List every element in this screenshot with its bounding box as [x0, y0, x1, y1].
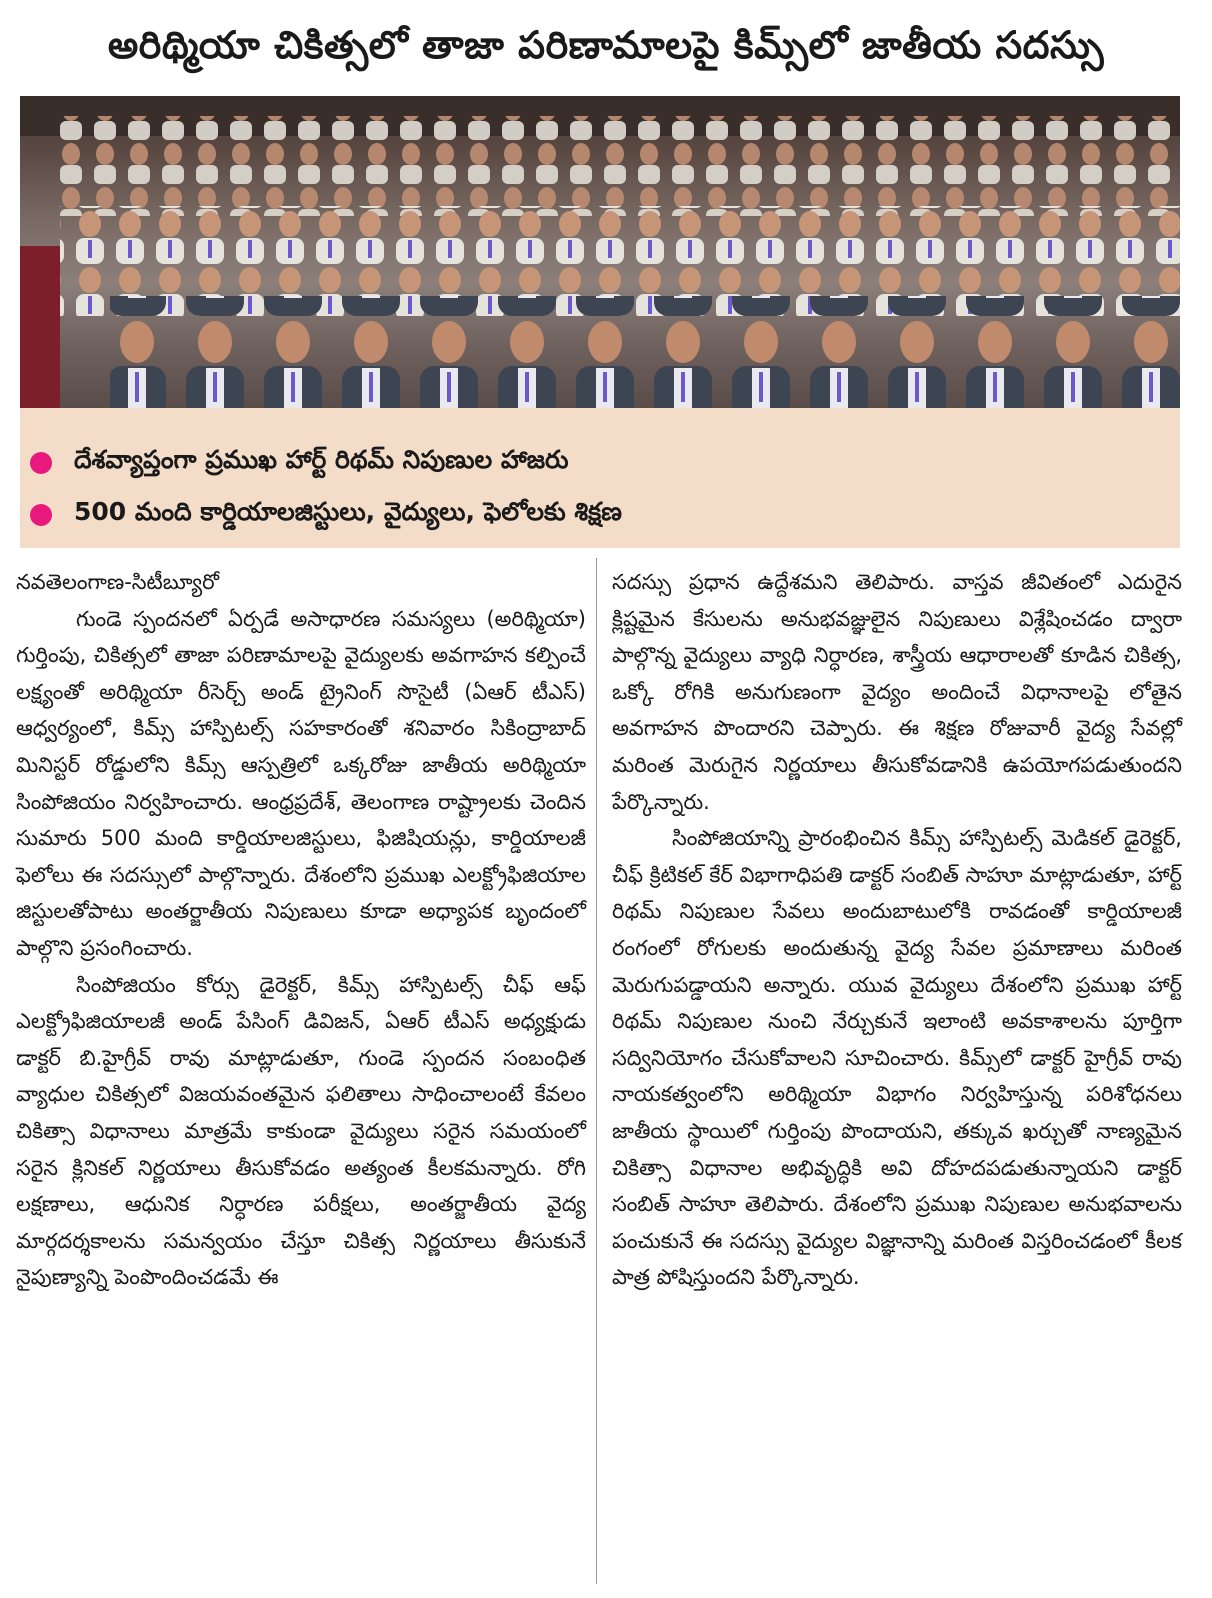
- bullet-icon: [30, 452, 52, 474]
- article-column-left: [16, 564, 586, 1584]
- article-paragraph: సదస్సు ప్రధాన ఉద్దేశమని తెలిపారు. వాస్తవ జీవితంలో ఎదురైన క్లిష్టమైన కేసులను అనుభవజ్ఞులైన నిపుణులు విశ్లేషించడం ద్వారా పాల్గొన్న వైద్యులు వ్యాధి నిర్ధారణ, శాస్త్రీయ ఆధారాలతో కూడిన చికిత్స, ఒక్కో రోగికి అనుగుణంగా వైద్యం అందించే విధానాలపై లోతైన అవగాహన పొందారని చెప్పారు. ఈ శిక్షణ రోజువారీ వైద్య సేవల్లో మరింత మెరుగైన నిర్ణయాలు తీసుకోవడానికి ఉపయోగపడుతుందని పేర్కొన్నారు.: [612, 570, 1182, 814]
- bullet-icon: [30, 504, 52, 526]
- column-divider: [596, 558, 597, 1584]
- headline: అరిథ్మియా చికిత్సలో తాజా పరిణామాలపై కిమ్స్‌లో జాతీయ సదస్సు: [107, 23, 1105, 67]
- highlight-text: 500 మంది కార్డియాలజిస్టులు, వైద్యులు, ఫెలోలకు శిక్షణ: [74, 497, 622, 526]
- highlight-item: [30, 490, 622, 540]
- group-photo: [20, 96, 1180, 408]
- highlight-text: దేశవ్యాప్తంగా ప్రముఖ హార్ట్ రిథమ్ నిపుణుల హాజరు: [74, 445, 569, 474]
- article-column-right: [612, 564, 1182, 1584]
- crowd-illustration: [20, 96, 1180, 408]
- highlights-box: [20, 408, 1180, 548]
- article-paragraph: సింపోజియం కోర్సు డైరెక్టర్, కిమ్స్ హాస్పిటల్స్ చీఫ్ ఆఫ్ ఎలక్ట్రోఫిజియాలజీ అండ్ పేసింగ్ డివిజన్, ఏఆర్ టీఎస్ అధ్యక్షుడు డాక్టర్ బి.హైగ్రీవ్ రావు మాట్లాడుతూ, గుండె స్పందన సంబంధిత వ్యాధుల చికిత్సలో విజయవంతమైన ఫలితాలు సాధించాలంటే కేవలం చికిత్సా విధానాలు మాత్రమే కాకుండా వైద్యులు సరైన సమయంలో సరైన క్లినికల్ నిర్ణయాలు తీసుకోవడం అత్యంత కీలకమన్నారు. రోగి లక్షణాలు, ఆధునిక నిర్ధారణ పరీక్షలు, అంతర్జాతీయ వైద్య మార్గదర్శకాలను సమన్వయం చేస్తూ చికిత్స నిర్ణయాలు తీసుకునే నైపుణ్యాన్ని పెంపొందించడమే ఈ: [16, 972, 586, 1290]
- highlight-item: [30, 438, 568, 488]
- article-paragraph: గుండె స్పందనలో ఏర్పడే అసాధారణ సమస్యలు (అరిథ్మియా) గుర్తింపు, చికిత్సలో తాజా పరిణామాలపై వైద్యులకు అవగాహన కల్పించే లక్ష్యంతో అరిథ్మియా రీసెర్చ్ అండ్ ట్రైనింగ్ సొసైటీ (ఏఆర్ టీఎస్) ఆధ్వర్యంలో, కిమ్స్ హాస్పిటల్స్ సహకారంతో శనివారం సికింద్రాబాద్ మినిస్టర్ రోడ్డులోని కిమ్స్ ఆస్పత్రిలో ఒక్కరోజు జాతీయ అరిథ్మియా సింపోజియం నిర్వహించారు. ఆంధ్రప్రదేశ్, తెలంగాణ రాష్ట్రాలకు చెందిన సుమారు 500 మంది కార్డియాలజిస్టులు, ఫిజిషియన్లు, కార్డియాలజీ ఫెలోలు ఈ సదస్సులో పాల్గొన్నారు. దేశంలోని ప్రముఖ ఎలక్ట్రోఫిజియాల జిస్టులతోపాటు అంతర్జాతీయ నిపుణులు కూడా అధ్యాపక బృందంలో పాల్గొని ప్రసంగించారు.: [16, 606, 586, 960]
- article-paragraph: సింపోజియాన్ని ప్రారంభించిన కిమ్స్ హాస్పిటల్స్ మెడికల్ డైరెక్టర్, చీఫ్ క్రిటికల్ కేర్ విభాగాధిపతి డాక్టర్ సంబిత్ సాహూ మాట్లాడుతూ, హార్ట్ రిథమ్ నిపుణుల సేవలు అందుబాటులోకి రావడంతో కార్డియాలజీ రంగంలో రోగులకు అందుతున్న వైద్య సేవల ప్రమాణాలు మరింత మెరుగుపడ్డాయని అన్నారు. యువ వైద్యులు దేశంలోని ప్రముఖ హార్ట్ రిథమ్ నిపుణుల నుంచి నేర్చుకునే ఇలాంటి అవకాశాలను పూర్తిగా సద్వినియోగం చేసుకోవాలని సూచించారు. కిమ్స్‌లో డాక్టర్ హైగ్రీవ్ రావు నాయకత్వంలోని అరిథ్మియా విభాగం నిర్వహిస్తున్న పరిశోధనలు జాతీయ స్థాయిలో గుర్తింపు పొందాయని, తక్కువ ఖర్చుతో నాణ్యమైన చికిత్సా విధానాల అభివృద్ధికి అవి దోహదపడుతున్నాయని డాక్టర్ సంబిత్ సాహూ తెలిపారు. దేశంలోని ప్రముఖ నిపుణుల అనుభవాలను పంచుకునే ఈ సదస్సు వైద్యుల విజ్ఞానాన్ని మరింత విస్తరించడంలో కీలక పాత్ర పోషిస్తుందని పేర్కొన్నారు.: [612, 826, 1182, 1290]
- dateline: నవతెలంగాణ-సిటీబ్యూరో: [16, 570, 220, 594]
